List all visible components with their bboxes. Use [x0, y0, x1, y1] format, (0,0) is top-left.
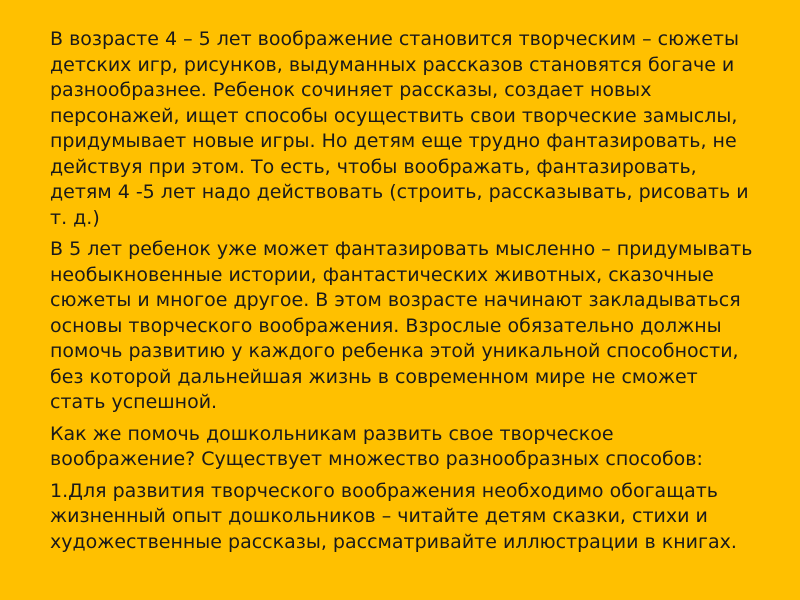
paragraph-question: Как же помочь дошкольникам развить свое творческое воображение? Существует множество разнообразных способов: [50, 422, 703, 470]
paragraph-age-5: В 5 лет ребенок уже может фантазировать мысленно – придумывать необыкновенные истории, фантастических животных, сказочные сюжеты и многое другое. В этом возрасте начинают закладываться основы творческого воображения. Взрослые обязательно должны помочь развитию у каждого ребенка этой уникальной способности, без которой дальнейшая жизнь в современном мире не сможет стать успешной. [50, 238, 753, 413]
paragraph-method-1: 1.Для развития творческого воображения необходимо обогащать жизненный опыт дошкольников – читайте детям сказки, стихи и художественные рассказы, рассматривайте иллюстрации в книгах. [50, 479, 737, 553]
paragraph-age-4-5: В возрасте 4 – 5 лет воображение становится творческим – сюжеты детских игр, рисунков, выдуманных рассказов становятся богаче и разнообразнее. Ребенок сочиняет рассказы, создает новых персонажей, ищет способы осуществить свои творческие замыслы, придумывает новые игры. Но детям еще трудно фантазировать, не действуя при этом. То есть, чтобы воображать, фантазировать, детям 4 -5 лет надо действовать (строить, рассказывать, рисовать и т. д.) [50, 28, 749, 229]
slide-text-body [50, 27, 762, 561]
